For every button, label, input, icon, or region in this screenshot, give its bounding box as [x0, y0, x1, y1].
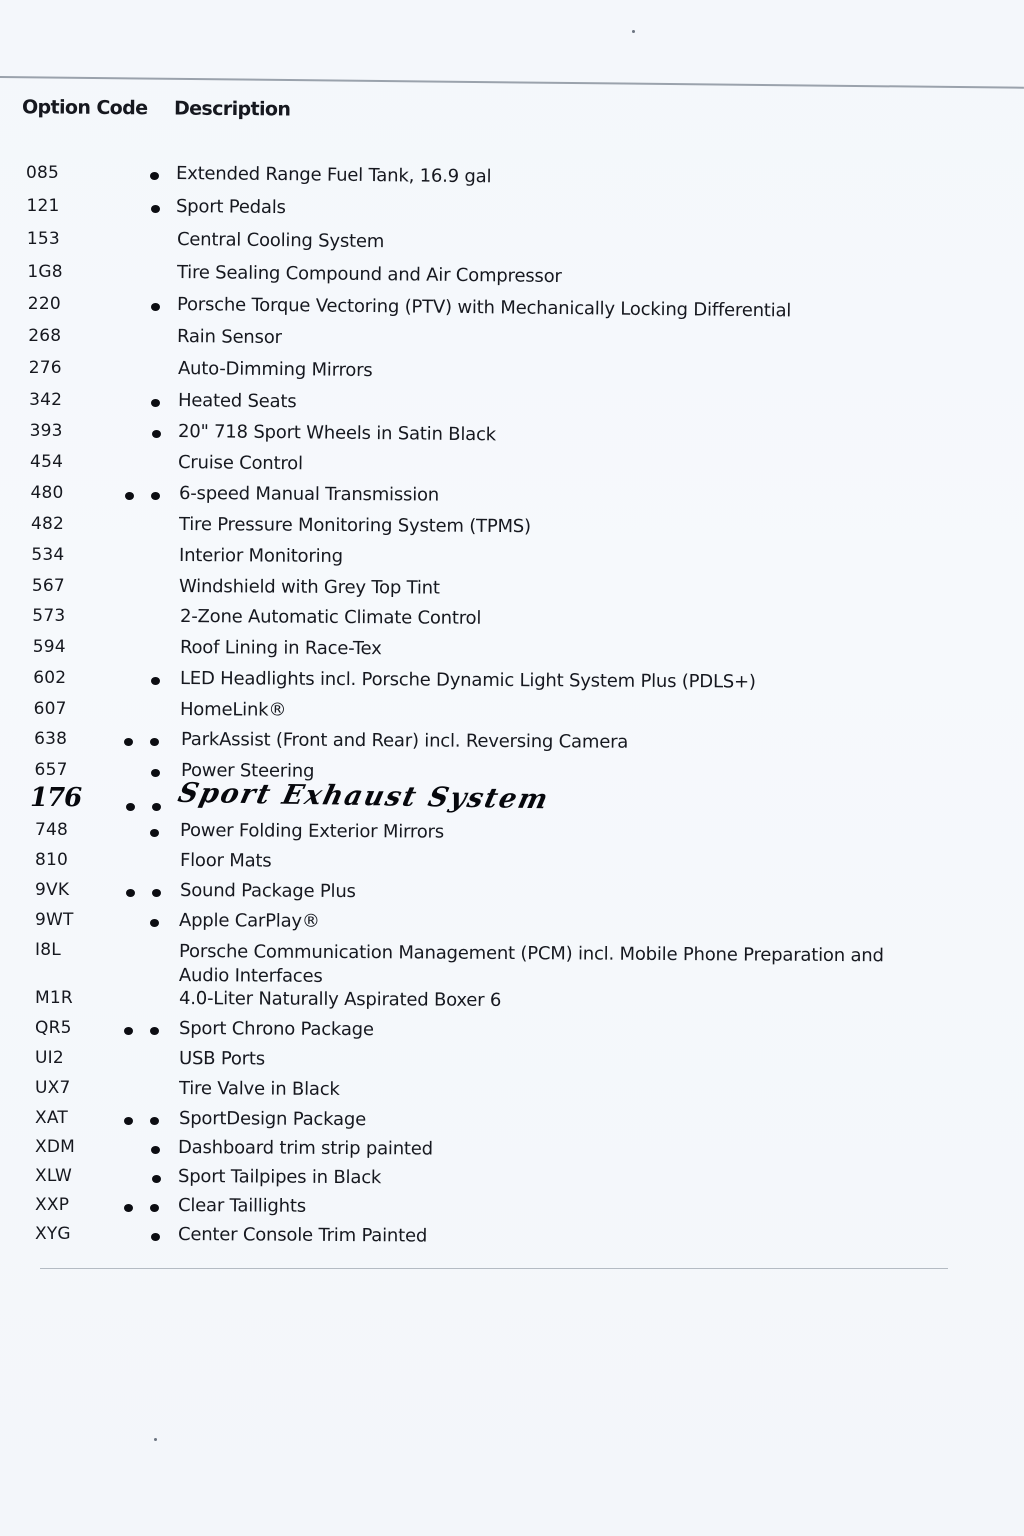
- handwritten-code: 176: [30, 783, 82, 813]
- mark-dot-icon: [151, 303, 160, 311]
- option-description: HomeLink®: [180, 699, 287, 721]
- mark-dot-icon: [124, 1027, 133, 1035]
- table-row: [0, 229, 1024, 257]
- checkmark-dots: [118, 1195, 178, 1215]
- option-description: LED Headlights incl. Porsche Dynamic Light System Plus (PDLS+): [179, 668, 756, 693]
- checkmark-dots: [118, 760, 178, 780]
- mark-dot-icon: [151, 205, 160, 213]
- option-description: Tire Pressure Monitoring System (TPMS): [178, 514, 531, 538]
- option-code: 638: [34, 729, 68, 749]
- option-description: Tire Sealing Compound and Air Compressor: [176, 262, 562, 288]
- option-description: Apple CarPlay®: [179, 910, 321, 932]
- option-code: 153: [26, 229, 60, 249]
- mark-dot-icon: [124, 1117, 133, 1125]
- option-code: 393: [29, 421, 63, 441]
- option-description: Power Folding Exterior Mirrors: [179, 820, 444, 843]
- option-description: Sound Package Plus: [179, 880, 356, 903]
- option-description: Cruise Control: [178, 452, 304, 475]
- table-row: [0, 390, 1024, 418]
- option-description: Roof Lining in Race-Tex: [179, 637, 382, 660]
- table-row: [0, 1018, 1024, 1046]
- mark-dot-icon: [151, 769, 160, 777]
- option-code: QR5: [35, 1018, 72, 1038]
- option-description: 2-Zone Automatic Climate Control: [179, 606, 481, 629]
- checkmark-dots: [118, 729, 178, 749]
- table-row: [0, 262, 1024, 290]
- option-description: Heated Seats: [177, 390, 297, 413]
- table-row: [0, 880, 1024, 908]
- mark-dot-icon: [150, 829, 159, 837]
- option-description: ParkAssist (Front and Rear) incl. Reversing Camera: [180, 729, 628, 753]
- mark-dot-icon: [152, 889, 161, 897]
- top-divider: [0, 76, 1024, 89]
- table-row: [0, 1137, 1024, 1165]
- mark-dot-icon: [151, 399, 160, 407]
- option-description: Windshield with Grey Top Tint: [179, 576, 441, 599]
- bottom-divider: [40, 1268, 948, 1269]
- table-row: [0, 326, 1024, 354]
- mark-dot-icon: [150, 1117, 159, 1125]
- option-code: 9VK: [35, 880, 70, 900]
- option-code: 534: [31, 545, 65, 565]
- option-code-header: Option Code: [21, 96, 148, 120]
- option-description: Central Cooling System: [176, 229, 384, 253]
- mark-dot-icon: [124, 738, 133, 746]
- option-code: 268: [28, 326, 62, 346]
- table-row: [0, 421, 1024, 449]
- option-code: 276: [28, 358, 62, 378]
- mark-dot-icon: [151, 677, 160, 685]
- option-code: 121: [26, 196, 60, 216]
- option-code: 748: [35, 820, 69, 840]
- option-description: USB Ports: [178, 1048, 265, 1070]
- option-description: 20" 718 Sport Wheels in Satin Black: [177, 421, 497, 446]
- mark-dot-icon: [125, 492, 134, 500]
- option-code: XAT: [35, 1108, 68, 1128]
- checkmark-dots: [118, 163, 178, 183]
- checkmark-dots: [118, 910, 178, 930]
- checkmark-dots: [118, 196, 178, 216]
- option-code: XLW: [35, 1166, 72, 1186]
- checkmark-dots: [118, 1018, 178, 1038]
- table-row: [0, 699, 1024, 727]
- mark-dot-icon: [151, 1146, 160, 1154]
- mark-dot-icon: [150, 738, 159, 746]
- option-description: Sport Pedals: [176, 196, 287, 219]
- table-row: [0, 910, 1024, 938]
- table-row: [0, 820, 1024, 848]
- option-description: Center Console Trim Painted: [177, 1224, 428, 1247]
- option-description: Porsche Communication Management (PCM) incl. Mobile Phone Preparation and Audio Interfaces: [179, 941, 885, 987]
- checkmark-dots: [118, 1108, 178, 1128]
- option-description: Dashboard trim strip painted: [178, 1137, 434, 1160]
- checkmark-dots: [118, 668, 178, 688]
- option-code: 573: [32, 606, 66, 626]
- option-code: M1R: [35, 988, 73, 1008]
- option-description: Extended Range Fuel Tank, 16.9 gal: [175, 163, 492, 188]
- paper-speck: [154, 1438, 157, 1441]
- table-header: [0, 96, 1024, 135]
- option-description: 6-speed Manual Transmission: [178, 483, 439, 506]
- table-row: [0, 452, 1024, 480]
- option-code: 657: [34, 760, 68, 780]
- option-description: Rain Sensor: [177, 326, 283, 349]
- mark-dot-icon: [152, 1175, 161, 1183]
- table-row: [0, 1195, 1024, 1223]
- mark-dot-icon: [151, 1233, 160, 1241]
- description-header: Description: [173, 97, 291, 121]
- option-description: 4.0-Liter Naturally Aspirated Boxer 6: [179, 988, 502, 1011]
- option-code: 220: [27, 294, 61, 314]
- option-code: UX7: [35, 1078, 71, 1098]
- checkmark-dots: [118, 880, 178, 900]
- mark-dot-icon: [124, 1204, 133, 1212]
- option-description: Clear Taillights: [177, 1195, 307, 1217]
- table-row: [0, 1078, 1024, 1106]
- table-row: [0, 358, 1024, 386]
- option-code: I8L: [35, 940, 61, 960]
- option-code: 594: [32, 637, 66, 657]
- option-code: 567: [31, 576, 65, 596]
- option-code: UI2: [35, 1048, 64, 1068]
- checkmark-dots: [118, 820, 178, 840]
- table-row: [0, 545, 1024, 573]
- table-row: [0, 576, 1024, 604]
- option-description: Auto-Dimming Mirrors: [177, 358, 373, 382]
- table-row: [0, 637, 1024, 665]
- checkmark-dots: [118, 483, 178, 503]
- option-code: 480: [30, 483, 64, 503]
- mark-dot-icon: [126, 889, 135, 897]
- handwritten-entry: [30, 777, 630, 821]
- mark-dot-icon: [150, 172, 159, 180]
- table-row: [0, 729, 1024, 757]
- option-description: Porsche Torque Vectoring (PTV) with Mechanically Locking Differential: [176, 294, 792, 322]
- checkmark-dots: [118, 1224, 178, 1244]
- table-row: [0, 988, 1024, 1016]
- option-code: 602: [33, 668, 67, 688]
- option-code: 482: [30, 514, 64, 534]
- option-description: Floor Mats: [179, 850, 272, 872]
- table-row: [0, 850, 1024, 878]
- table-row: [0, 940, 1024, 987]
- table-row: [0, 1224, 1024, 1252]
- option-code: 9WT: [35, 910, 74, 930]
- option-code: 342: [29, 390, 63, 410]
- table-row: [0, 294, 1024, 322]
- checkmark-dots: [118, 1166, 178, 1186]
- mark-dot-icon: [152, 430, 161, 438]
- mark-dot-icon: [150, 1204, 159, 1212]
- table-row: [0, 668, 1024, 696]
- mark-dot-icon: [150, 919, 159, 927]
- option-code: 454: [30, 452, 64, 472]
- option-description: Tire Valve in Black: [178, 1078, 340, 1100]
- table-row: [0, 1108, 1024, 1136]
- checkmark-dots: [118, 1137, 178, 1157]
- checkmark-dots: [118, 421, 178, 441]
- option-code: 1G8: [27, 262, 63, 282]
- table-row: [0, 1166, 1024, 1194]
- option-code: XYG: [35, 1224, 71, 1244]
- option-code: 085: [26, 163, 60, 183]
- table-row: [0, 163, 1024, 191]
- option-description: Sport Chrono Package: [178, 1018, 374, 1041]
- option-code: 810: [35, 850, 69, 870]
- table-row: [0, 483, 1024, 511]
- table-row: [0, 1048, 1024, 1076]
- option-code: 607: [33, 699, 67, 719]
- table-row: [0, 196, 1024, 224]
- checkmark-dots: [118, 294, 178, 314]
- option-description: Sport Tailpipes in Black: [178, 1166, 382, 1189]
- mark-dot-icon: [150, 1027, 159, 1035]
- paper-speck: [632, 30, 635, 33]
- option-code: XDM: [35, 1137, 76, 1157]
- option-description: Power Steering: [180, 760, 315, 782]
- checkmark-dots: [118, 390, 178, 410]
- mark-dot-icon: [151, 492, 160, 500]
- option-description: SportDesign Package: [178, 1108, 366, 1131]
- table-row: [0, 606, 1024, 634]
- option-code: XXP: [35, 1195, 70, 1215]
- table-row: [0, 514, 1024, 542]
- handwritten-description: Sport Exhaust System: [175, 777, 553, 816]
- option-description: Interior Monitoring: [178, 545, 343, 568]
